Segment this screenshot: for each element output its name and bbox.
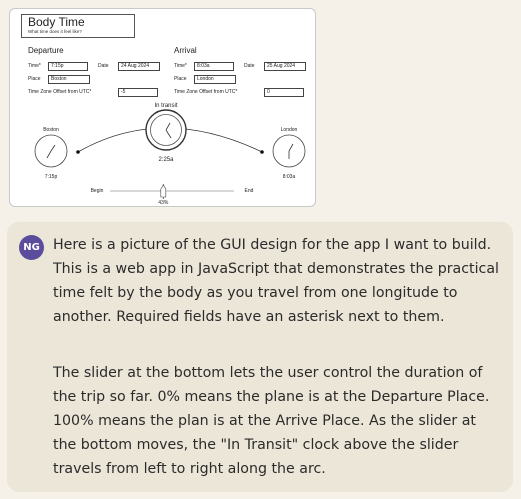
gui-mockup-image (9, 8, 316, 207)
arrival-time-field[interactable]: 8:03a (194, 62, 234, 71)
departure-offset-field[interactable]: -5 (118, 88, 158, 97)
departure-clock-icon (35, 135, 67, 167)
slider-end-label: End (244, 188, 254, 194)
arrival-date-field[interactable]: 25 Aug 2024 (264, 62, 306, 71)
slider-thumb[interactable] (161, 184, 166, 199)
user-avatar: NG (19, 235, 44, 260)
in-transit-label: In transit (154, 103, 178, 109)
user-message (7, 222, 513, 492)
departure-clock-time: 7:15p (44, 174, 58, 180)
arrival-time-label: Time* (174, 63, 187, 69)
arrival-place-field[interactable]: London (194, 75, 236, 84)
arrival-date-label: Date (244, 63, 255, 69)
app-subtitle: What time does it feel like? (28, 29, 82, 34)
departure-offset-label: Time Zone Offset from UTC* (28, 89, 92, 95)
message-paragraph: The slider at the bottom lets the user control the duration of the trip so far. 0% means the plane is at the Departure Place. 100% means the plan is at the Arrive Place. As the slider at the bottom moves, the "In Transit" clock above the slider travels from left to right along the arc. (53, 365, 490, 477)
transit-clock-icon (146, 110, 186, 150)
departure-time-label: Time* (28, 63, 41, 69)
departure-time-field[interactable]: 7:15p (48, 62, 88, 71)
departure-clock-place: Boston (43, 127, 59, 133)
arrival-clock-place: London (280, 127, 298, 133)
app-title: Body Time (28, 15, 85, 29)
arrival-offset-field[interactable]: 0 (264, 88, 304, 97)
arrival-place-label: Place (174, 76, 187, 82)
arrival-heading: Arrival (174, 46, 197, 55)
arc-start-dot (76, 150, 80, 154)
slider-begin-label: Begin (90, 188, 104, 194)
arrival-offset-label: Time Zone Offset from UTC* (174, 89, 238, 95)
departure-date-label: Date (98, 63, 109, 69)
departure-date-field[interactable]: 24 Aug 2024 (118, 62, 160, 71)
departure-heading: Departure (28, 46, 64, 55)
slider-value-label: 43% (158, 200, 169, 206)
arc-end-dot (260, 150, 264, 154)
arrival-clock-time: 8:03a (282, 174, 296, 180)
transit-clock-time: 2:25a (158, 157, 174, 163)
arrival-clock-icon (273, 135, 305, 167)
departure-place-field[interactable]: Boston (48, 75, 90, 84)
departure-place-label: Place (28, 76, 41, 82)
message-paragraph: Here is a picture of the GUI design for the app I want to build. This is a web app in JavaScript that demonstrates the practical time felt by the body as you travel from one longitude to another. Required fields have an asterisk next to them. (53, 237, 499, 325)
